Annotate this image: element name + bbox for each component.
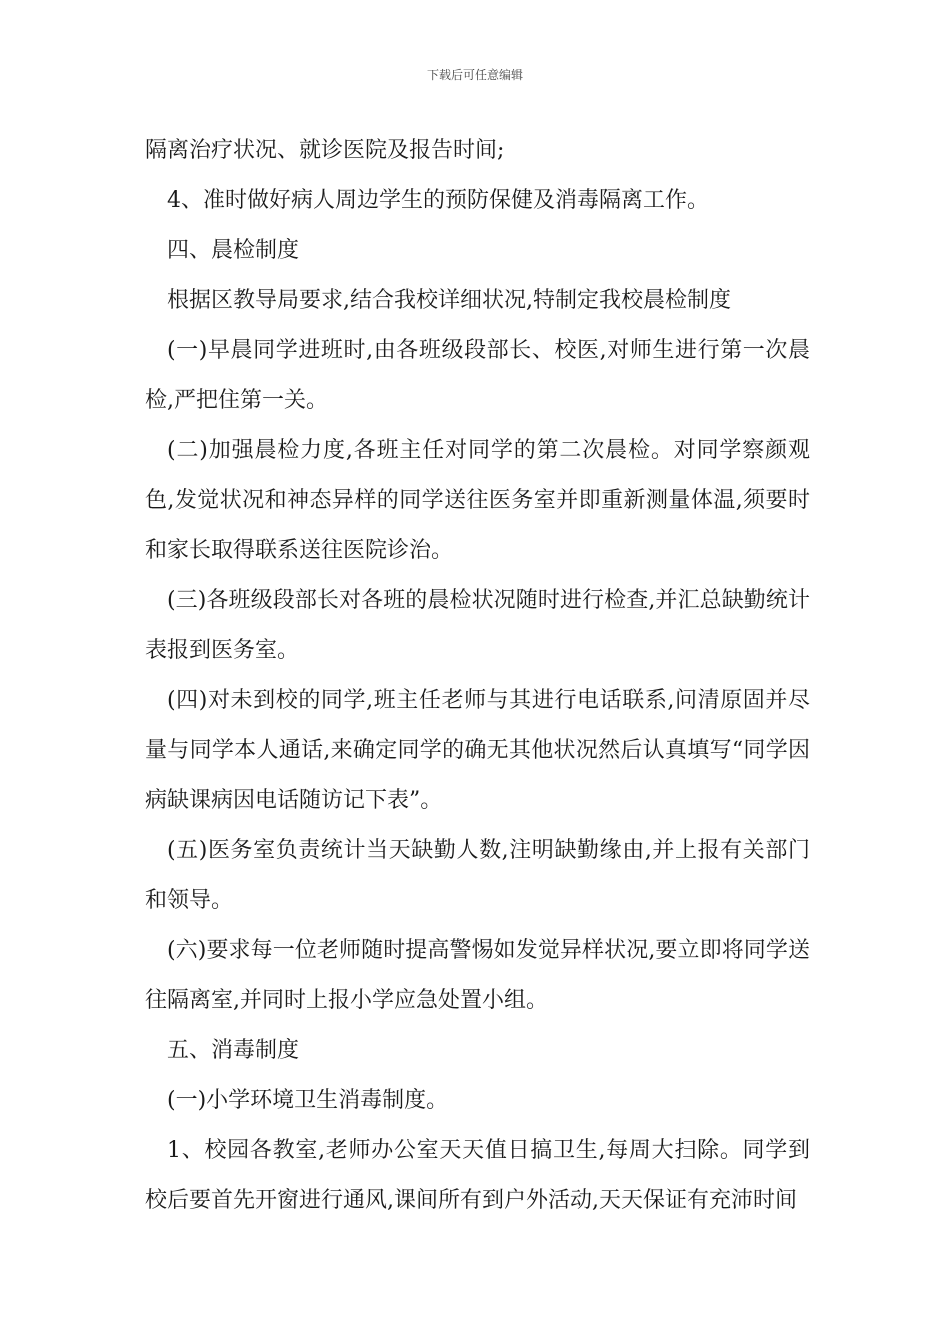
- paragraph: (二)加强晨检力度,各班主任对同学的第二次晨检。对同学察颜观色,发觉状况和神态异样的同学送往医务室并即重新测量体温,须要时和家长取得联系送往医院诊治。: [145, 438, 810, 563]
- section-heading: 四、晨检制度: [167, 238, 300, 263]
- paragraph: (一)早晨同学进班时,由各班级段部长、校医,对师生进行第一次晨检,严把住第一关。: [145, 338, 810, 413]
- paragraph: (六)要求每一位老师随时提高警惕如发觉异样状况,要立即将同学送往隔离室,并同时上报小学应急处置小组。: [145, 938, 810, 1013]
- paragraph: 隔离治疗状况、就诊医院及报告时间;: [145, 138, 505, 163]
- paragraph: (四)对未到校的同学,班主任老师与其进行电话联系,问清原固并尽量与同学本人通话,来确定同学的确无其他状况然后认真填写“同学因病缺课病因电话随访记下表”。: [145, 688, 810, 813]
- section-heading: 五、消毒制度: [167, 1038, 300, 1063]
- paragraph: 根据区教导局要求,结合我校详细状况,特制定我校晨检制度: [167, 288, 731, 313]
- paragraph: (五)医务室负责统计当天缺勤人数,注明缺勤缘由,并上报有关部门和领导。: [145, 838, 810, 913]
- page-header: 下载后可任意编辑: [426, 68, 523, 82]
- paragraph: (三)各班级段部长对各班的晨检状况随时进行检查,并汇总缺勤统计表报到医务室。: [145, 588, 810, 663]
- document-body: [145, 126, 810, 1226]
- subsection-heading: (一)小学环境卫生消毒制度。: [167, 1088, 449, 1113]
- paragraph: 1、校园各教室,老师办公室天天值日搞卫生,每周大扫除。同学到校后要首先开窗进行通风,课间所有到户外活动,天天保证有充沛时间: [145, 1138, 810, 1213]
- paragraph: 4、准时做好病人周边学生的预防保健及消毒隔离工作。: [167, 188, 709, 213]
